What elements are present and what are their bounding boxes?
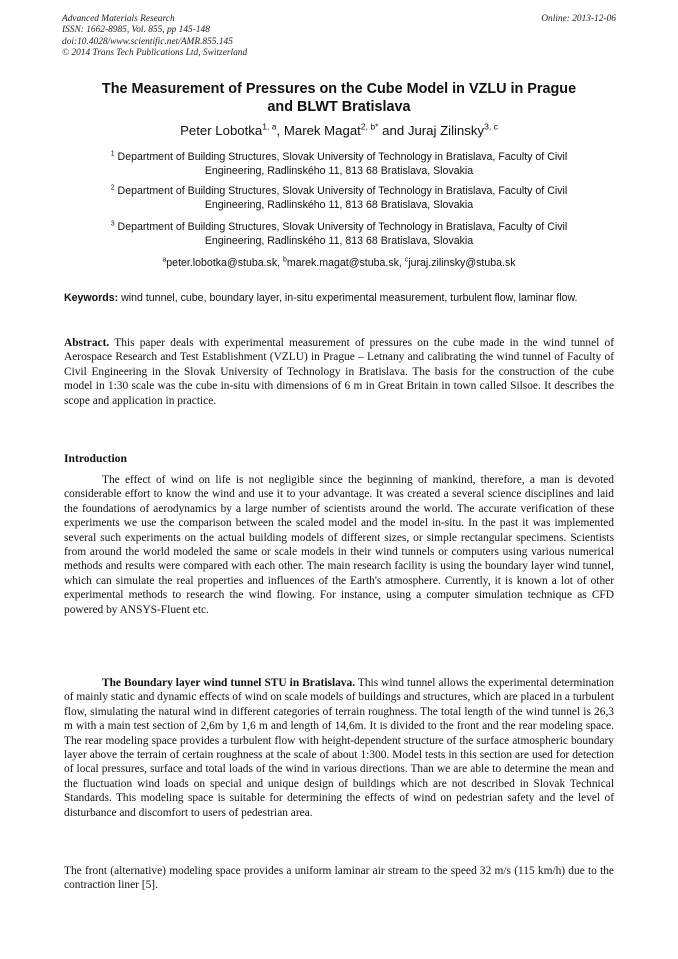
author-3-sup: 3, c [484,121,498,132]
copyright-line: © 2014 Trans Tech Publications Ltd, Switzerland [62,47,248,58]
affiliation-3-line-1: Department of Building Structures, Slovak University of Technology in Bratislava, Faculty of Civil [114,221,568,233]
affiliation-3-sup: 3 [110,220,115,228]
intro-paragraph-2 [64,676,614,820]
affiliation-1-line-2: Engineering, Radlinského 11, 813 68 Bratislava, Slovakia [204,165,474,178]
abstract-label: Abstract. [64,337,110,349]
title-line-1: The Measurement of Pressures on the Cube Model in VZLU in Prague [101,81,577,97]
keywords-text: wind tunnel, cube, boundary layer, in-situ experimental measurement, turbulent flow, laminar flow. [118,292,578,304]
email-a-sup: a [162,256,167,264]
journal-header [62,14,616,59]
author-2-sup: 2, b* [360,121,379,132]
author-2: Marek Magat [283,123,361,138]
author-1: Peter Lobotka [180,123,263,138]
affiliation-3-line-2: Engineering, Radlinského 11, 813 68 Bratislava, Slovakia [204,235,474,248]
affiliation-2-line-1: Department of Building Structures, Slovak University of Technology in Bratislava, Faculty of Civil [114,185,568,197]
author-emails [60,256,618,270]
keywords [64,292,614,306]
online-date: Online: 2013-12-06 [541,14,616,24]
email-c-sup: c [404,256,409,264]
abstract [64,336,614,408]
paragraph-2-lead: The Boundary layer wind tunnel STU in Bratislava. [102,677,356,689]
author-1-sup: 1, a [262,121,277,132]
doi-line: doi:10.4028/www.scientific.net/AMR.855.145 [62,36,233,47]
email-a: peter.lobotka@stuba.sk, [166,257,284,269]
title-line-2: and BLWT Bratislava [267,99,411,115]
affiliation-3 [64,220,614,248]
author-list [60,122,618,139]
issn-line: ISSN: 1662-8985, Vol. 855, pp 145-148 [62,25,210,36]
email-b: marek.magat@stuba.sk, [286,257,405,269]
keywords-label: Keywords: [64,292,119,304]
section-heading-introduction: Introduction [64,452,127,465]
intro-paragraph-3: The front (alternative) modeling space provides a uniform laminar air stream to the speed 32 m/s (115 km/h) due to the contraction liner [5]. [64,865,614,892]
affiliation-1-line-1: Department of Building Structures, Slovak University of Technology in Bratislava, Faculty of Civil [114,151,568,163]
abstract-text: This paper deals with experimental measurement of pressures on the cube made in the wind tunnel of Aerospace Research and Test Establishment (VZLU) in Prague – Letnany and calibrating the wind tunnel of Faculty of Civil Engineering in the Slovak University of Technology in Bratislava. The basis for the construction of the cube model in 1:30 scale was the cube in-situ with dimensions of 6 m in Great Britain in town called Silsoe. It describes the scope and application in practice. [64,337,614,407]
affiliation-1-sup: 1 [110,150,115,158]
affiliation-1 [64,150,614,178]
intro-paragraph-1: The effect of wind on life is not negligible since the beginning of mankind, therefore, a man is devoted considerable effort to know the wind and use it to your advantage. It was created a several science disciplines and laid the foundations of aerodynamics by a large number of scientists around the world. The accurate verification of these experiments we use the comparison between the scaled model and the model in-situ. In the past it was implemented several such experiments on the actual building models of different sizes, or simple rectangular specimens. Scientists from around the world modeled the same or scale models in their wind tunnels or computers using various numerical methods and results were compared with each other. The main research facility is using the boundary layer wind tunnel, which can simulate the real properties and influences of the Earth's atmosphere. Currently, it is known a lot of other experimental methods to research the wind flowing. For instance, using a computer simulation technique as CFD powered by ANSYS-Fluent etc. [64,474,614,616]
affiliation-2-line-2: Engineering, Radlinského 11, 813 68 Bratislava, Slovakia [204,199,474,212]
email-b-sup: b [283,256,287,264]
author-separator-2: and [378,123,408,138]
email-c: juraj.zilinsky@stuba.sk [408,257,516,269]
paper-title [60,80,618,116]
paragraph-2-text: This wind tunnel allows the experimental determination of mainly static and dynamic effects of wind on scale models of buildings and structures, which are placed in a turbulent flow, simulating the natural wind in different categories of terrain roughness. The total length of the wind tunnel is 26,3 m with a main test section of 2,6m by 1,6 m and length of 14,6m. It is divided to the front and the rear modeling space. The rear modeling space provides a turbulent flow with height-dependent structure of the surface atmospheric boundary layer above the terrain of certain roughness at the scale of about 1:300. Model tests in this section are used for detection of local pressures, surface and total loads of the wind in various directions. Than we are able to determine the mean and the fluctuation wind loads on special and unique design of buildings which are not described in Slovak Technical Standards. This modeling space is suitable for determining the effects of wind on pedestrian safety and the level of disturbance and discomfort to users of pedestrian area. [64,677,614,819]
journal-name: Advanced Materials Research [62,14,175,24]
author-3: Juraj Zilinsky [407,123,485,138]
affiliation-2-sup: 2 [110,184,115,192]
author-separator-1: , [276,123,284,138]
affiliation-2 [64,184,614,212]
